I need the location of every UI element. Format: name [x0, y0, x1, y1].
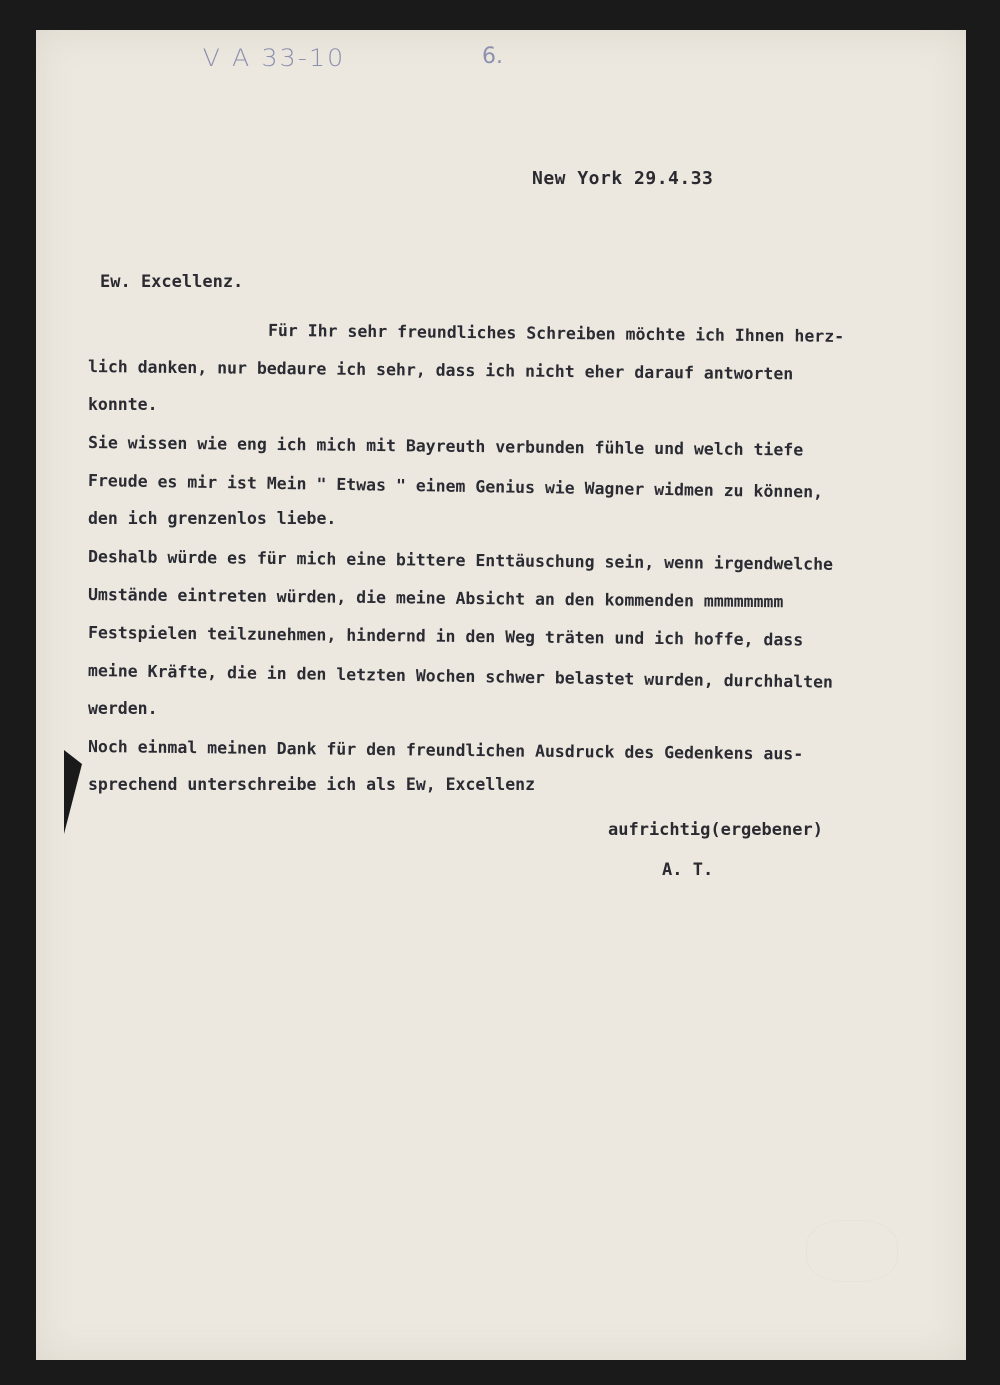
body-line: Noch einmal meinen Dank für den freundlichen Ausdruck des Gedenkens aus-	[87, 737, 804, 764]
body-line: Umstände eintreten würden, die meine Absicht an den kommenden mmmmmmmm	[87, 585, 784, 612]
page-number: 6.	[482, 44, 503, 69]
body-line: den ich grenzenlos liebe.	[88, 509, 337, 528]
dateline: New York 29.4.33	[532, 168, 714, 189]
body-line: konnte.	[88, 395, 158, 414]
body-line: Freude es mir ist Mein " Etwas " einem Genius wie Wagner widmen zu können,	[87, 471, 824, 502]
signature-initials: A. T.	[662, 860, 714, 880]
faint-stamp	[806, 1220, 898, 1282]
body-line: Festspielen teilzunehmen, hindernd in den Weg träten und ich hoffe, dass	[87, 623, 804, 650]
body-line: sprechend unterschreibe ich als Ew, Excellenz	[88, 775, 536, 794]
body-line: Sie wissen wie eng ich mich mit Bayreuth verbunden fühle und welch tiefe	[87, 433, 804, 460]
salutation: Ew. Excellenz.	[100, 272, 244, 292]
letter-body	[88, 310, 948, 804]
page-tear	[64, 750, 82, 834]
body-line: Deshalb würde es für mich eine bittere Enttäuschung sein, wenn irgendwelche	[87, 547, 834, 574]
archive-reference: V A 33-10	[202, 44, 346, 72]
complimentary-close: aufrichtig(ergebener)	[608, 820, 823, 840]
letter-sheet	[36, 30, 966, 1360]
body-line: meine Kräfte, die in den letzten Wochen schwer belastet wurden, durchhalten	[87, 661, 834, 692]
body-line: werden.	[88, 699, 158, 718]
body-line: Für Ihr sehr freundliches Schreiben möchte ich Ihnen herz-	[267, 320, 845, 346]
body-line: lich danken, nur bedaure ich sehr, dass ich nicht eher darauf antworten	[87, 357, 794, 384]
